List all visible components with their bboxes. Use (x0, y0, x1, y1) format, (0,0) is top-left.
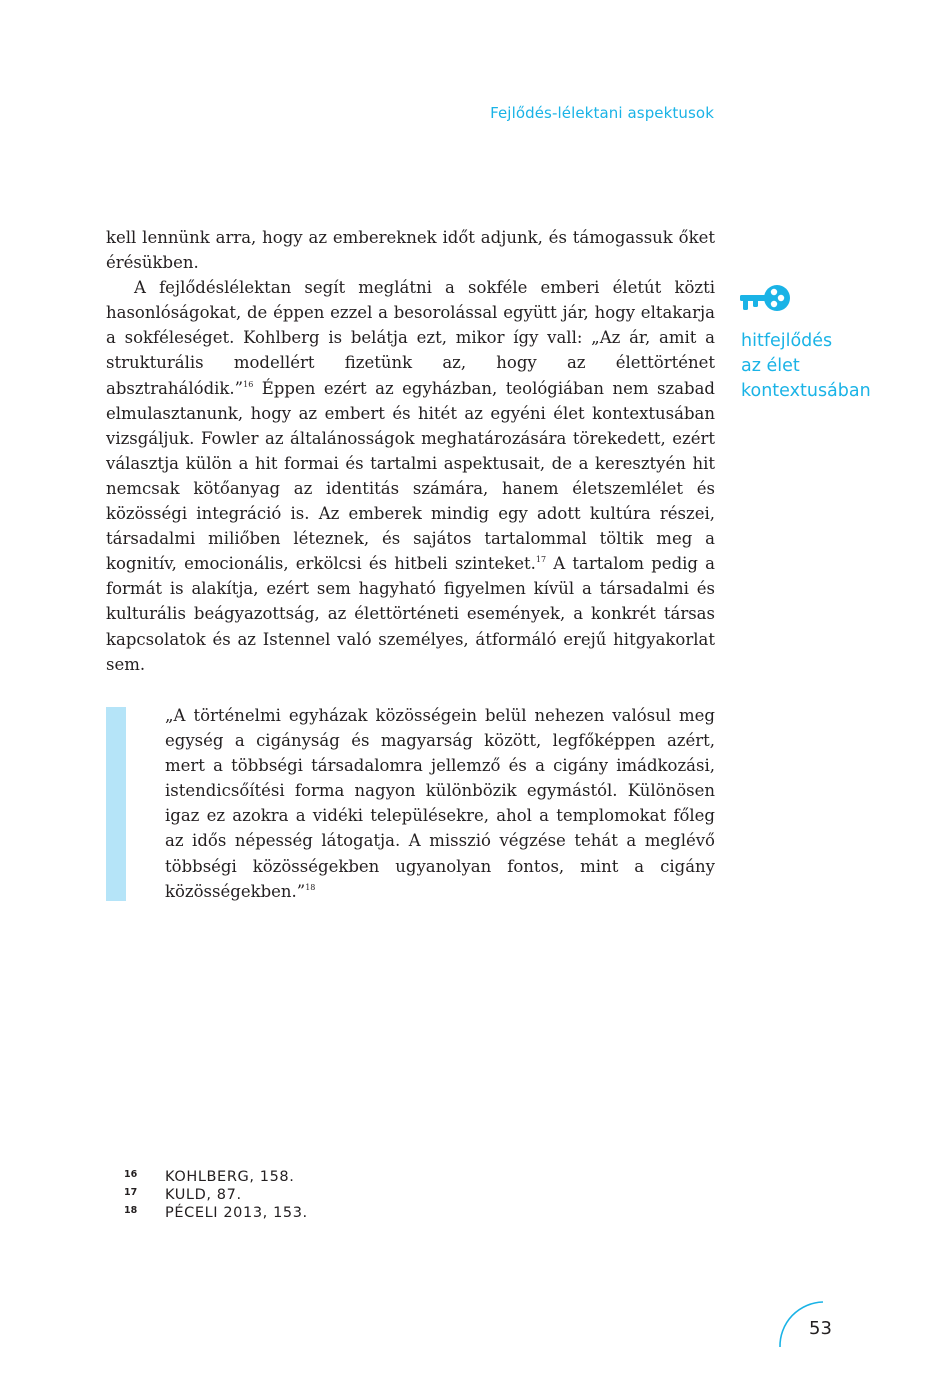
footnote-number: 18 (124, 1205, 138, 1216)
paragraph-2-part-a: A fejlődéslélektan segít meglátni a sokféle emberi életút közti hasonlóságokat, de éppen ezzel a besorolással együtt jár, hogy eltakarja a sokféleséget. Kohlberg is belátja ezt, mikor így vall: „Az ár, amit a strukturális modellért fizetünk az, hogy az élettörténet absztrahálódik.” (106, 278, 715, 398)
paragraph-2-part-c: A tartalom pedig a formát is alakítja, ezért sem hagyható figyelmen kívül a társadalmi és kulturális beágyazottság, az élettörténeti események, a konkrét társas kapcsolatok és az Istennel való személyes, átformáló erejű hitgyakorlat sem. (106, 554, 715, 674)
margin-note-line: kontextusában (741, 381, 871, 401)
footnote-ref-18[interactable]: 18 (305, 882, 316, 892)
quote-bar (106, 707, 126, 901)
footnote-17 (124, 1186, 308, 1204)
footnote-number: 17 (124, 1187, 138, 1198)
margin-note-line: hitfejlődés (741, 331, 833, 351)
margin-note (741, 329, 871, 404)
footnote-16 (124, 1168, 308, 1186)
paragraph-2-part-b: Éppen ezért az egyházban, teológiában nem szabad elmulasztanunk, hogy az embert és hitét az egyéni élet kontextusában vizsgáljuk. Fowler az általánosságok meghatározására törekedett, ezért választja külön a hit formai és tartalmi aspektusait, de a keresztyén hit nemcsak kötőanyag az identitás számára, hanem életszemlélet és közösségi integráció is. Az emberek mindig egy adott kultúra részei, társadalmi miliőben léteznek, és sajátos tartalommal töltik meg a kognitív, emocionális, erkölcsi és hitbeli szinteket. (106, 378, 715, 574)
footnote-ref-17[interactable]: 17 (535, 555, 547, 565)
footnote-number: 16 (124, 1169, 138, 1180)
footnote-text: KULD, 87. (165, 1187, 242, 1203)
footnote-ref-16[interactable]: 16 (243, 379, 254, 389)
running-header: Fejlődés-lélektani aspektusok (490, 104, 714, 122)
paragraph-2 (106, 275, 715, 677)
footnote-text: KOHLBERG, 158. (165, 1169, 295, 1185)
body-text (106, 225, 715, 677)
footnotes (124, 1168, 308, 1222)
quote-text: „A történelmi egyházak közösségein belül nehezen valósul meg egység a cigányság és magyarság között, legfőképpen azért, mert a többségi társadalomra jellemző és a cigány imádkozási, istendicsőítési forma nagyon különbözik egymástól. Különösen igaz ez azokra a vidéki településekre, ahol a templomokat főleg az idős népesség látogatja. A misszió végzése tehát a meglévő többségi közösségekben ugyanolyan fontos, mint a cigány közösségekben.” (165, 706, 715, 901)
footnote-text: PÉCELI 2013, 153. (165, 1205, 308, 1221)
margin-note-line: az élet (741, 356, 800, 376)
page-number: 53 (809, 1318, 832, 1339)
footnote-18 (124, 1204, 308, 1222)
block-quote (165, 703, 715, 904)
paragraph-1: kell lennünk arra, hogy az embereknek időt adjunk, és támogassuk őket érésükben. (106, 228, 715, 273)
key-icon (739, 281, 793, 315)
